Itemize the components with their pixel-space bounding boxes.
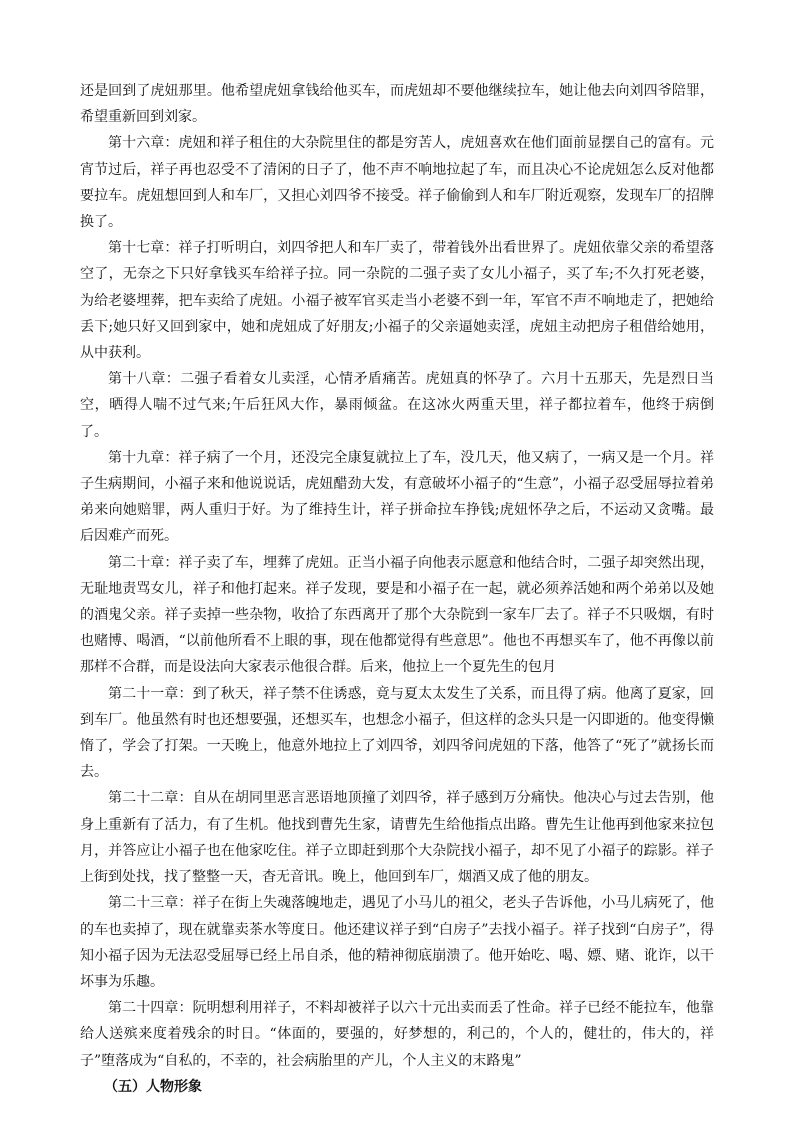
paragraph-chapter-16: 第十六章：虎妞和祥子租住的大杂院里住的都是穷苦人，虎妞喜欢在他们面前显摆自己的富有。元宵节过后，祥子再也忍受不了清闲的日子了，他不声不响地拉起了车，而且决心不论虎妞怎么反对他都要拉车。虎妞想回到人和车厂，又担心刘四爷不接受。祥子偷偷到人和车厂附近观察，发现车厂的招牌换了。 xyxy=(80,135,714,231)
section-heading: （五）人物形象 xyxy=(104,1078,202,1095)
paragraph-chapter-18: 第十八章：二强子看着女儿卖淫，心情矛盾痛苦。虎妞真的怀孕了。六月十五那天，先是烈日当空，晒得人喘不过气来;午后狂风大作，暴雨倾盆。在这冰火两重天里，祥子都拉着车，他终于病倒了。 xyxy=(80,371,714,440)
paragraph-chapter-22: 第二十二章：自从在胡同里恶言恶语地顶撞了刘四爷，祥子感到万分痛快。他决心与过去告别，他身上重新有了活力，有了生机。他找到曹先生家，请曹先生给他指点出路。曹先生让他再到他家来拉包月，并答应让小福子也在他家吃住。祥子立即赶到那个大杂院找小福子，却不见了小福子的踪影。祥子上街到处找，找了整整一天，杳无音讯。晚上，他回到车厂，烟酒又成了他的朋友。 xyxy=(80,790,714,886)
paragraph-chapter-17: 第十七章：祥子打听明白，刘四爷把人和车厂卖了，带着钱外出看世界了。虎妞依靠父亲的希望落空了，无奈之下只好拿钱买车给祥子拉。同一杂院的二强子卖了女儿小福子，买了车;不久打死老婆，为给老婆埋葬，把车卖给了虎妞。小福子被军官买走当小老婆不到一年，军官不声不响地走了，把她给丢下;她只好又回到家中，她和虎妞成了好朋友;小福子的父亲逼她卖淫，虎妞主动把房子租借给她用，从中获利。 xyxy=(80,240,714,362)
paragraph-chapter-19: 第十九章：祥子病了一个月，还没完全康复就拉上了车，没几天，他又病了，一病又是一个月。祥子生病期间，小福子来和他说说话，虎妞醋劲大发，有意破坏小福子的“生意”，小福子忍受屈辱拉着弟弟来向她赔罪，两人重归于好。为了维持生计，祥子拼命拉车挣钱;虎妞怀孕之后，不运动又贪嘴。最后因难产而死。 xyxy=(80,449,714,545)
paragraph-chapter-20: 第二十章：祥子卖了车，埋葬了虎妞。正当小福子向他表示愿意和他结合时，二强子却突然出现，无耻地责骂女儿，祥子和他打起来。祥子发现，要是和小福子在一起，就必须养活她和两个弟弟以及她的酒鬼父亲。祥子卖掉一些杂物，收拾了东西离开了那个大杂院到一家车厂去了。祥子不只吸烟，有时也赌博、喝酒，“以前他所看不上眼的事，现在他都觉得有些意思”。他也不再想买车了，他不再像以前那样不合群，而是设法向大家表示他很合群。后来，他拉上一个夏先生的包月 xyxy=(80,554,714,676)
paragraph-chapter-21: 第二十一章：到了秋天，祥子禁不住诱惑，竟与夏太太发生了关系，而且得了病。他离了夏家，回到车厂。他虽然有时也还想要强，还想买车，也想念小福子，但这样的念头只是一闪即逝的。他变得懒惰了，学会了打架。一天晚上，他意外地拉上了刘四爷，刘四爷问虎妞的下落，他答了“死了”就扬长而去。 xyxy=(80,685,714,781)
document-page xyxy=(80,78,714,1100)
paragraph-continuation: 还是回到了虎妞那里。他希望虎妞拿钱给他买车，而虎妞却不要他继续拉车，她让他去向刘四爷陪罪，希望重新回到刘家。 xyxy=(80,83,714,126)
paragraph-chapter-24: 第二十四章：阮明想利用祥子，不料却被祥子以六十元出卖而丢了性命。祥子已经不能拉车，他靠给人送殡来度着残余的时日。“体面的，要强的，好梦想的，利己的，个人的，健壮的，伟大的，祥子”堕落成为“自私的，不幸的，社会病胎里的产儿，个人主义的末路鬼” xyxy=(80,1000,714,1069)
paragraph-chapter-23: 第二十三章：祥子在街上失魂落魄地走，遇见了小马儿的祖父，老头子告诉他，小马儿病死了，他的车也卖掉了，现在就靠卖茶水等度日。他还建议祥子到“白房子”去找小福子。祥子找到“白房子”，得知小福子因为无法忍受屈辱已经上吊自杀，他的精神彻底崩溃了。他开始吃、喝、嫖、赌、讹诈，以干坏事为乐趣。 xyxy=(80,895,714,990)
